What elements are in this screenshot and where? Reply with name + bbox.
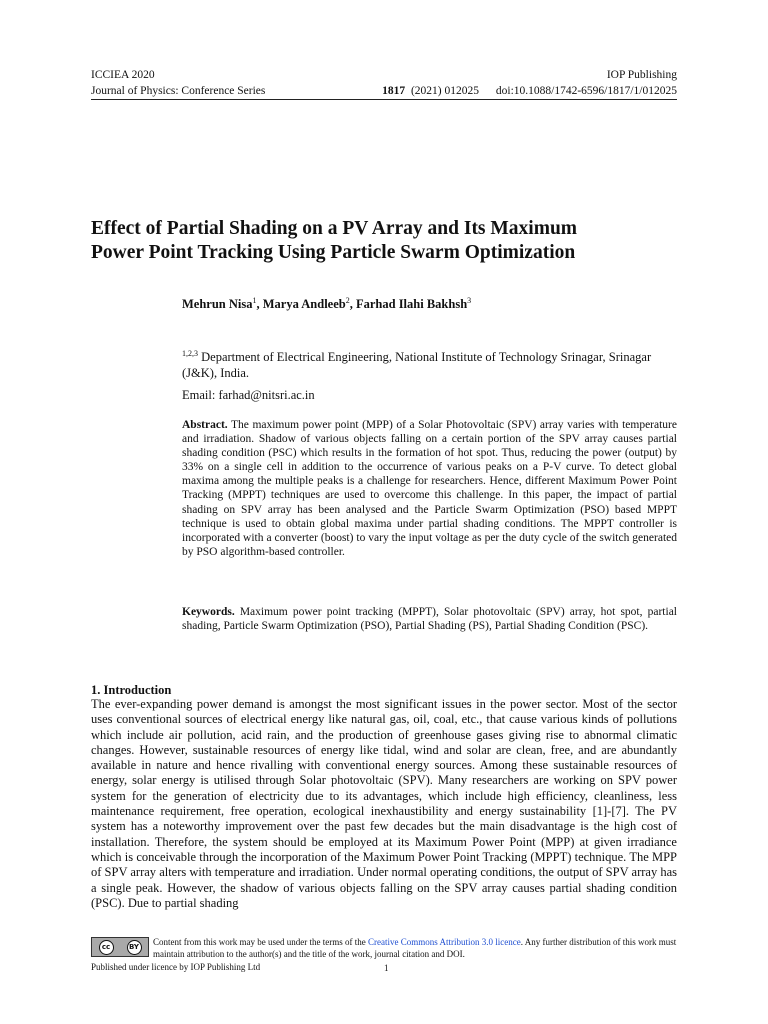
page-number: 1 (384, 963, 389, 973)
introduction-body: The ever-expanding power demand is amongst the most significant issues in the power sector. Most of the sector uses conventional sources of electrical energy like natural gas, oil, coal, etc., that cause various kinds of pollutions which include air pollution, acid rain, and the production of greenhouse gases giving rise to abnormal climatic changes. However, sustainable resources of energy like tidal, wind and solar are clean, free, and are abundantly available in nature and hence rivalling with conventional energy sources. Among these sustainable resources of energy, solar energy is utilised through Solar photovoltaic (SPV). Many researchers are working on SPV power system for the generation of electricity due to its advantages, which include high efficiency, cleanliness, less maintenance requirement, free operation, ecological inexhaustibility and energy sustainability [1]-[7]. The PV system has a noteworthy improvement over the past few decades but the main disadvantage is the high cost of installation. Therefore, the system should be employed at its Maximum Power Point (MPP) at given irradiance which is conceivable through the incorporation of the Maximum Power Point Tracking (MPPT) technique. The MPP of SPV array alters with temperature and irradiation. Under normal operating conditions, the output of SPV array has a single peak. However, the shadow of various objects falling on the SPV array causes partial shading condition (PSC). Due to partial shading (91, 697, 677, 910)
publisher-name: IOP Publishing (606, 69, 677, 81)
affiliation (182, 346, 677, 381)
keywords (182, 605, 677, 633)
affiliation-text: Department of Electrical Engineering, National Institute of Technology Srinagar, Srinagar (J&K), India. (182, 350, 652, 381)
author-separator: , (256, 297, 263, 312)
abstract-label: Abstract. (182, 419, 228, 431)
license-text-post: . Any further distribution of this work must maintain attribution to the author(s) and the title of the work, journal citation and DOI. (153, 937, 677, 959)
attribution-icon: BY (127, 940, 142, 955)
volume-number: 1817 (382, 85, 406, 97)
license-notice (153, 937, 677, 960)
author-name: Marya Andleeb (262, 297, 346, 312)
author-list (182, 296, 471, 312)
title-line-1: Effect of Partial Shading on a PV Array and Its Maximum (91, 218, 578, 239)
cc-license-badge[interactable] (91, 937, 149, 957)
conference-name: ICCIEA 2020 (91, 69, 155, 81)
citation-info (382, 84, 677, 98)
license-link[interactable]: Creative Commons Attribution 3.0 licence (367, 937, 521, 947)
author-name: Farhad Ilahi Bakhsh (355, 297, 468, 312)
keywords-text: Maximum power point tracking (MPPT), Solar photovoltaic (SPV) array, hot spot, partial shading, Particle Swarm Optimization (PSO), Partial Shading (PS), Partial Shading Condition (PSC). (182, 606, 677, 633)
author-affil-sup: 1 (252, 296, 257, 305)
published-under-licence: Published under licence by IOP Publishing Ltd (91, 962, 261, 972)
author-affil-sup: 2 (345, 296, 350, 305)
title-line-2: Power Point Tracking Using Particle Swarm Optimization (91, 242, 576, 263)
year-article: (2021) 012025 (410, 85, 479, 97)
header-rule (91, 99, 677, 100)
abstract (182, 418, 677, 559)
abstract-text: The maximum power point (MPP) of a Solar Photovoltaic (SPV) array varies with temperature and irradiation. Shadow of various objects falling on a certain portion of the SPV array causes partial shading condition (PSC) which results in the formation of hot spot. Thus, reducing the power (output) by 33% on a single cell in addition to the occurrence of various peaks on a P-V curve. To detect global maxima among the multiple peaks is a challenge for researchers. Hence, different Maximum Power Point Tracking (MPPT) techniques are used to overcome this challenge. In this paper, the impact of partial shading on SPV array has been analysed and the Particle Swarm Optimization (PSO) based MPPT technique is used to obtain global maxima under partial shading conditions. The MPPT controller is incorporated with a converter (boost) to vary the input voltage as per the duty cycle of the switch generated by PSO algorithm-based controller. (182, 419, 677, 558)
author-name: Mehrun Nisa (182, 297, 253, 312)
doi-text[interactable]: doi:10.1088/1742-6596/1817/1/012025 (495, 85, 677, 97)
running-header-bottom (91, 84, 677, 98)
contact-email[interactable]: Email: farhad@nitsri.ac.in (182, 388, 315, 402)
journal-name: Journal of Physics: Conference Series (91, 85, 266, 97)
author-affil-sup: 3 (467, 296, 472, 305)
affiliation-sup: 1,2,3 (182, 349, 198, 358)
paper-title (91, 217, 677, 265)
license-text-pre: Content from this work may be used under the terms of the (153, 937, 368, 947)
running-header-top (91, 68, 677, 82)
author-separator: , (349, 297, 356, 312)
keywords-label: Keywords. (182, 606, 235, 618)
cc-icon: cc (99, 940, 114, 955)
section-heading-introduction: 1. Introduction (91, 683, 172, 697)
